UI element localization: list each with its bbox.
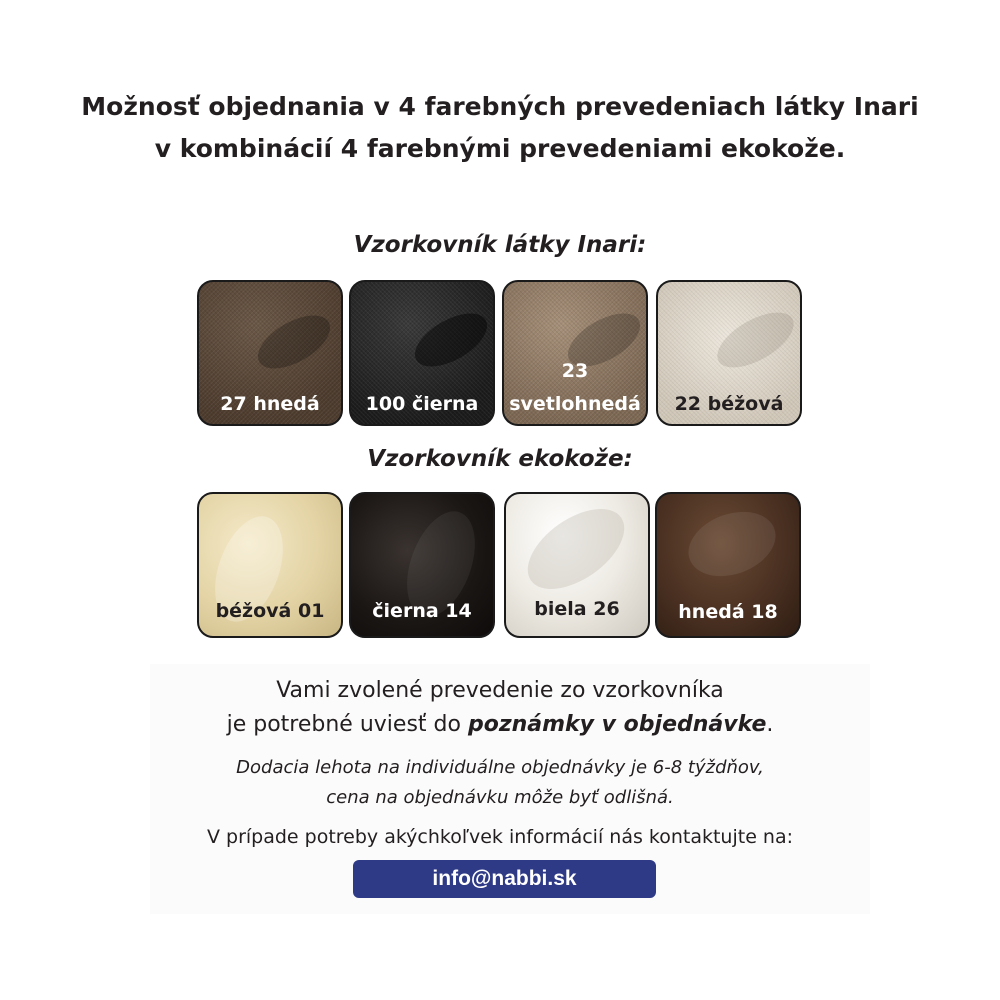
- leather-swatch-brown-18[interactable]: [655, 492, 801, 638]
- leather-swatch-label: čierna 14: [372, 600, 472, 622]
- fabric-swatch-label: 22 béžová: [674, 393, 784, 415]
- page-headline: [0, 86, 1000, 170]
- fabric-swatch-23-light-brown[interactable]: [502, 280, 648, 426]
- order-note-suffix: .: [766, 712, 774, 737]
- fabric-swatch-label-number: 23: [561, 360, 589, 382]
- leather-swatch-white-26[interactable]: [504, 492, 650, 638]
- leather-swatch-label: béžová 01: [215, 600, 325, 622]
- fabric-section-title: Vzorkovník látky Inari:: [353, 232, 647, 258]
- order-note-line-2: [0, 712, 1000, 737]
- fabric-fold-shadow: [709, 301, 802, 378]
- order-note-line-1: Vami zvolené prevedenie zo vzorkovníka: [276, 678, 724, 703]
- leather-swatch-label: hnedá 18: [678, 601, 778, 623]
- headline-line-1: Možnosť objednania v 4 farebných prevedeniach látky Inari: [81, 92, 919, 121]
- price-note: cena na objednávku môže byť odlišná.: [326, 787, 674, 808]
- fabric-swatch-label: 27 hnedá: [220, 393, 320, 415]
- fabric-swatch-27-brown[interactable]: [197, 280, 343, 426]
- fabric-swatch-label: 100 čierna: [365, 393, 479, 415]
- leather-fold-shadow: [514, 493, 639, 605]
- order-note-prefix: je potrebné uviesť do: [226, 712, 468, 737]
- leather-swatch-label: biela 26: [534, 598, 620, 620]
- fabric-swatch-100-black[interactable]: [349, 280, 495, 426]
- headline-line-2: v kombinácií 4 farebnými prevedeniami ekokože.: [154, 134, 846, 163]
- leather-swatch-black-14[interactable]: [349, 492, 495, 638]
- leather-section-title: Vzorkovník ekokože:: [367, 446, 633, 472]
- leather-swatch-beige-01[interactable]: [197, 492, 343, 638]
- fabric-swatch-label: svetlohnedá: [509, 393, 641, 415]
- fabric-swatch-22-beige[interactable]: [656, 280, 802, 426]
- fabric-fold-shadow: [249, 305, 338, 380]
- contact-email-link[interactable]: info@nabbi.sk: [353, 860, 656, 898]
- fabric-fold-shadow: [406, 303, 495, 378]
- leather-fold-highlight: [679, 500, 784, 587]
- order-note-emphasis: poznámky v objednávke: [467, 712, 767, 737]
- delivery-time-note: Dodacia lehota na individuálne objednávky je 6-8 týždňov,: [236, 757, 764, 778]
- contact-note: V prípade potreby akýchkoľvek informácií nás kontaktujte na:: [206, 826, 794, 848]
